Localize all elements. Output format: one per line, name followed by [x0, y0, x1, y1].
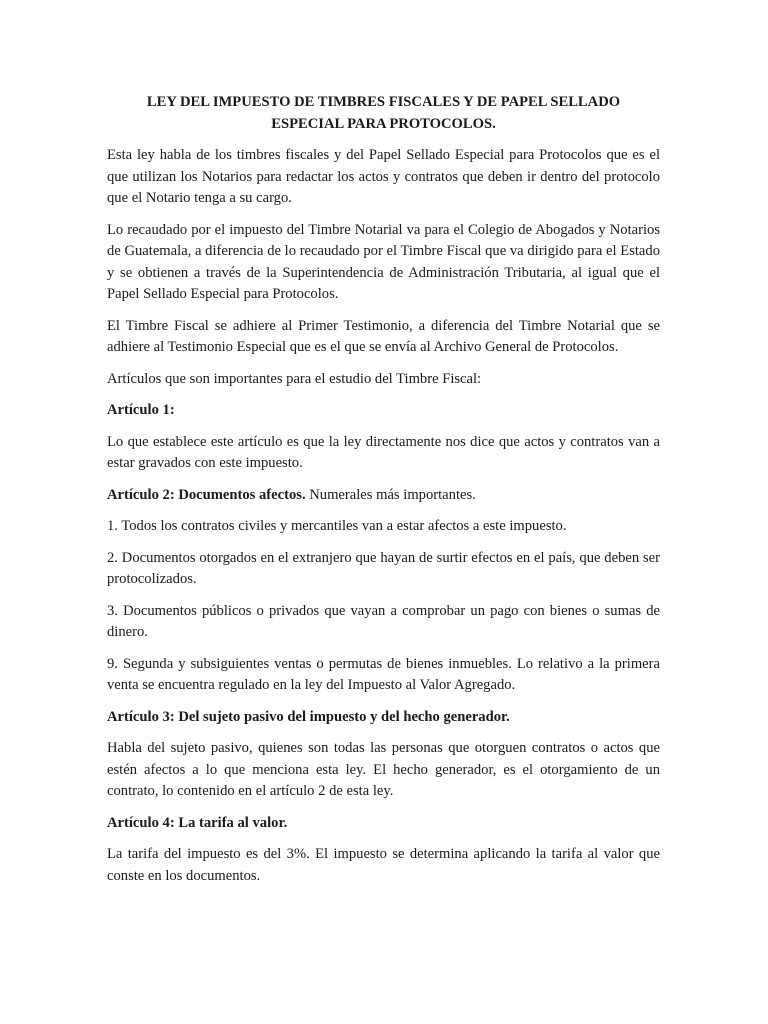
article-2-item-3: 3. Documentos públicos o privados que vayan a comprobar un pago con bienes o sumas de dinero.	[107, 602, 660, 640]
document-title	[107, 92, 660, 135]
document-page	[107, 92, 660, 897]
intro-paragraph-1: Esta ley habla de los timbres fiscales y del Papel Sellado Especial para Protocolos que es el que utilizan los Notarios para redactar los actos y contratos que deben ir dentro del protocolo que el Notario tenga a su cargo.	[107, 147, 660, 206]
article-1-body: Lo que establece este artículo es que la ley directamente nos dice que actos y contratos van a estar gravados con este impuesto.	[107, 433, 660, 471]
article-3-heading: Artículo 3: Del sujeto pasivo del impuesto y del hecho generador.	[107, 708, 510, 725]
article-4-body: La tarifa del impuesto es del 3%. El impuesto se determina aplicando la tarifa al valor que conste en los documentos.	[107, 846, 660, 884]
title-line-1: LEY DEL IMPUESTO DE TIMBRES FISCALES Y DE PAPEL SELLADO	[146, 94, 621, 110]
article-2-item-9: 9. Segunda y subsiguientes ventas o permutas de bienes inmuebles. Lo relativo a la primera venta se encuentra regulado en la ley del Impuesto al Valor Agregado.	[107, 655, 660, 693]
article-2-item-1: 1. Todos los contratos civiles y mercantiles van a estar afectos a este impuesto.	[107, 518, 567, 534]
article-2-heading-suffix: Numerales más importantes.	[305, 486, 476, 503]
article-2-heading-line	[107, 485, 660, 507]
article-2-heading: Artículo 2: Documentos afectos.	[107, 486, 306, 503]
article-3-body: Habla del sujeto pasivo, quienes son todas las personas que otorguen contratos o actos que estén afectos a lo que menciona esta ley. El hecho generador, es el otorgamiento de un contrato, lo contenido en el artículo 2 de esta ley.	[107, 740, 660, 799]
article-1-heading: Artículo 1:	[107, 402, 175, 418]
title-line-2: ESPECIAL PARA PROTOCOLOS.	[271, 115, 496, 132]
article-4-heading: Artículo 4: La tarifa al valor.	[107, 814, 288, 831]
article-2-item-2: 2. Documentos otorgados en el extranjero que hayan de surtir efectos en el país, que deben ser protocolizados.	[107, 549, 660, 587]
intro-paragraph-4: Artículos que son importantes para el estudio del Timbre Fiscal:	[107, 370, 482, 387]
intro-paragraph-2: Lo recaudado por el impuesto del Timbre Notarial va para el Colegio de Abogados y Notarios de Guatemala, a diferencia de lo recaudado por el Timbre Fiscal que va dirigido para el Estado y se obtienen a través de la Superintendencia de Administración Tributaria, al igual que el Papel Sellado Especial para Protocolos.	[107, 221, 660, 302]
intro-paragraph-3: El Timbre Fiscal se adhiere al Primer Testimonio, a diferencia del Timbre Notarial que se adhiere al Testimonio Especial que es el que se envía al Archivo General de Protocolos.	[107, 317, 660, 355]
